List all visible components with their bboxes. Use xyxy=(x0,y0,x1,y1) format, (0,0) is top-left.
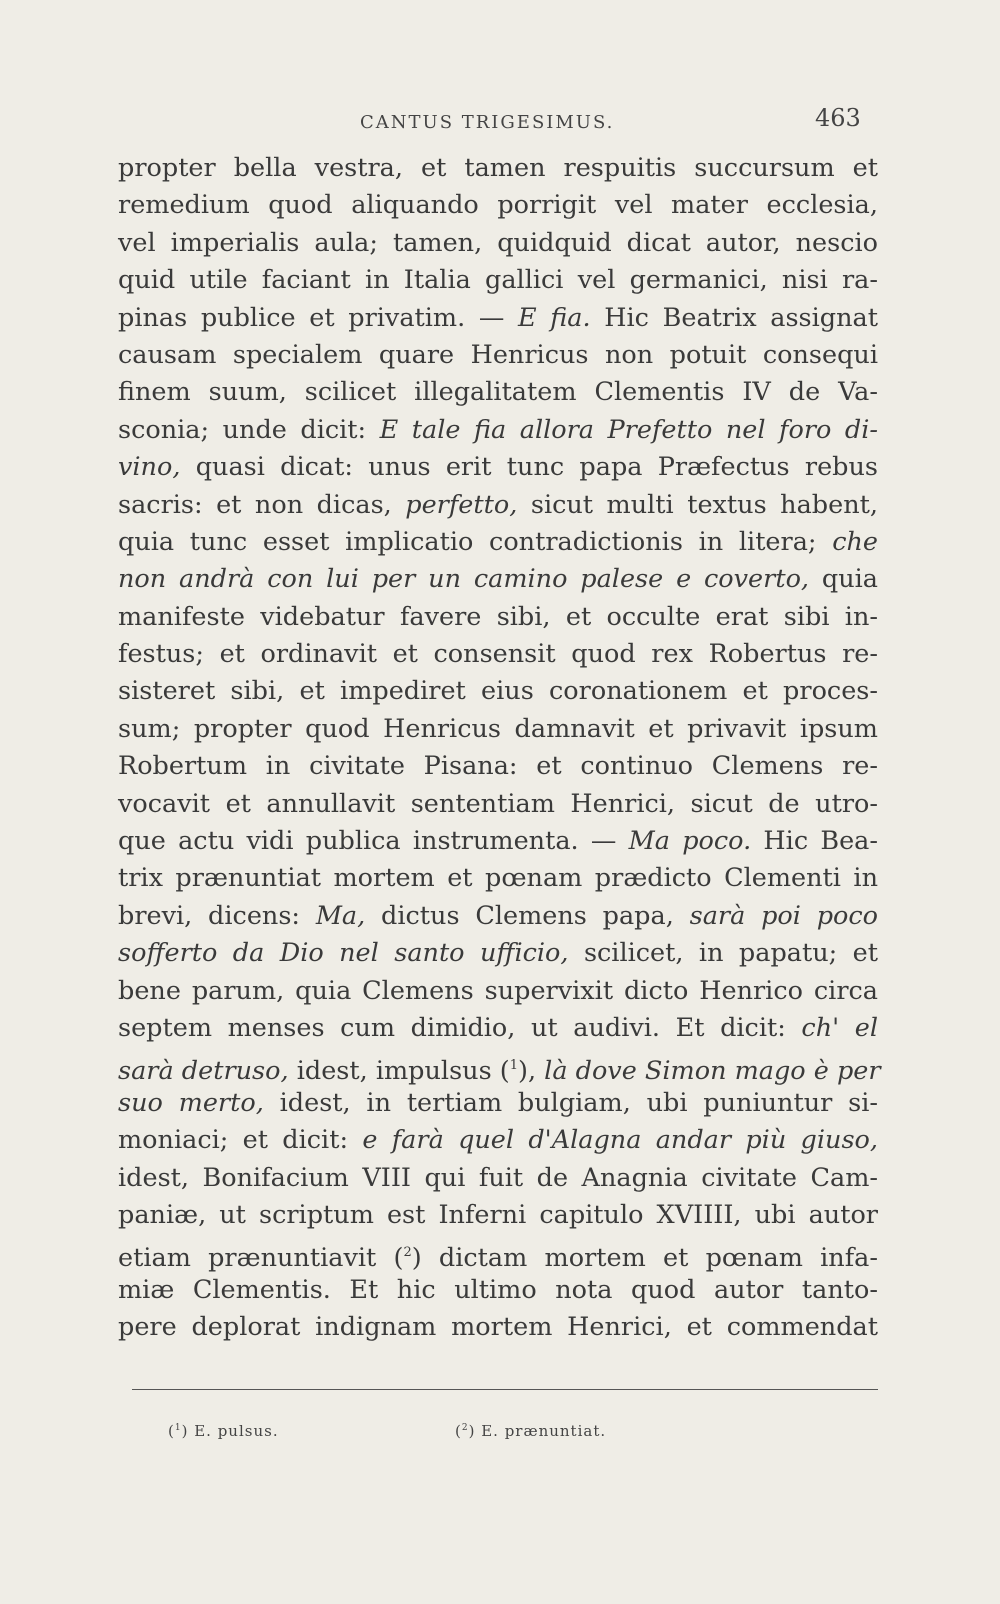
text-segment: manifeste videbatur favere sibi, et occulte erat sibi in- xyxy=(118,601,878,632)
text-segment: sacris: et non dicas, xyxy=(118,489,406,520)
text-line xyxy=(118,748,878,785)
text-segment: propter bella vestra, et tamen respuitis succursum et xyxy=(118,153,878,183)
text-segment: quid utile faciant in Italia gallici vel germanici, nisi ra- xyxy=(118,265,878,296)
footnote-2-text: E. prænuntiat. xyxy=(481,1422,607,1440)
text-line xyxy=(118,449,878,486)
text-segment: quia xyxy=(809,564,878,595)
text-line xyxy=(118,1010,878,1047)
text-segment: Robertum in civitate Pisana: et continuo Clemens re- xyxy=(118,751,878,782)
text-line xyxy=(118,1047,881,1087)
text-line xyxy=(118,898,878,935)
text-line xyxy=(118,225,878,262)
text-line xyxy=(118,487,878,524)
text-line xyxy=(118,412,878,449)
italic-quotation: Ma poco. xyxy=(628,826,752,857)
text-line xyxy=(118,300,878,337)
italic-quotation: che xyxy=(832,526,878,557)
italic-quotation: Ma, xyxy=(315,900,366,931)
text-segment: idest, Bonifacium VIII qui fuit de Anagnia civitate Cam- xyxy=(118,1162,878,1193)
text-line xyxy=(118,823,878,860)
text-segment: ) dictam mortem et pœnam infa- xyxy=(411,1243,878,1274)
text-segment: pinas publice et privatim. — xyxy=(118,302,519,333)
text-segment: idest, in tertiam bulgiam, ubi puniuntur si- xyxy=(263,1087,878,1118)
footnote-2: ($^2$) E. prænuntiat. xyxy=(455,1422,607,1440)
text-segment: quasi dicat: unus erit tunc papa Præfectus rebus xyxy=(180,452,878,483)
text-line xyxy=(118,973,878,1010)
text-segment: remedium quod aliquando porrigit vel mater ecclesia, xyxy=(118,190,878,221)
text-segment: ), xyxy=(518,1056,545,1087)
footnote-reference: 2 xyxy=(403,1245,412,1261)
text-line xyxy=(118,1309,878,1346)
text-segment: dictus Clemens papa, xyxy=(365,900,690,931)
text-segment: Hic Bea- xyxy=(751,826,879,857)
italic-quotation: sarà detruso, xyxy=(118,1056,289,1087)
text-line xyxy=(118,1122,878,1159)
italic-quotation: sarà poi poco xyxy=(689,900,879,931)
text-line xyxy=(118,1085,878,1122)
italic-quotation: suo merto, xyxy=(118,1087,264,1118)
text-segment: bene parum, quia Clemens supervixit dicto Henrico circa xyxy=(118,975,878,1006)
text-segment: causam specialem quare Henricus non potuit consequi xyxy=(118,339,878,370)
text-segment: etiam prænuntiavit ( xyxy=(118,1243,404,1274)
italic-quotation: perfetto, xyxy=(405,489,518,520)
text-line xyxy=(118,786,878,823)
text-segment: trix prænuntiat mortem et pœnam prædicto Clementi in xyxy=(118,863,878,894)
text-line xyxy=(118,711,878,748)
text-segment: sisteret sibi, et impediret eius coronationem et proces- xyxy=(118,676,878,707)
text-line xyxy=(118,1197,878,1234)
footnote-divider xyxy=(132,1389,878,1390)
page-number: 463 xyxy=(815,104,861,132)
text-line xyxy=(118,935,878,972)
italic-quotation: E fia. xyxy=(518,302,591,333)
text-segment: paniæ, ut scriptum est Inferni capitulo XVIIII, ubi autor xyxy=(118,1199,878,1230)
text-segment: que actu vidi publica instrumenta. — xyxy=(118,826,629,857)
text-line xyxy=(118,599,878,636)
italic-quotation: ch' el xyxy=(801,1012,878,1043)
italic-quotation: e farà quel d'Alagna andar più giuso, xyxy=(362,1125,878,1156)
text-line xyxy=(118,1160,878,1197)
text-line xyxy=(118,524,878,561)
text-segment: miæ Clementis. Et hic ultimo nota quod autor tanto- xyxy=(118,1274,878,1305)
text-segment: sconia; unde dicit: xyxy=(118,414,380,445)
italic-quotation: sofferto da Dio nel santo ufficio, xyxy=(118,938,569,969)
text-segment: vocavit et annullavit sententiam Henrici, sicut de utro- xyxy=(118,788,878,819)
text-segment: sum; propter quod Henricus damnavit et privavit ipsum xyxy=(118,713,878,744)
footnote-reference: 1 xyxy=(509,1058,518,1074)
text-line xyxy=(118,673,878,710)
footnote-1: ($^1$) E. pulsus. xyxy=(168,1422,279,1440)
text-segment: scilicet, in papatu; et xyxy=(568,938,879,969)
text-segment: idest, impulsus ( xyxy=(288,1056,510,1087)
text-line xyxy=(118,337,878,374)
footnote-1-text: E. pulsus. xyxy=(194,1422,279,1440)
text-line xyxy=(118,1234,878,1274)
text-line xyxy=(118,262,878,299)
text-line xyxy=(118,187,878,224)
text-segment: festus; et ordinavit et consensit quod rex Robertus re- xyxy=(118,639,878,670)
text-line xyxy=(118,374,878,411)
text-line xyxy=(118,1272,878,1309)
running-head: CANTUS TRIGESIMUS. xyxy=(360,112,615,133)
italic-quotation: E tale fia allora Prefetto nel foro di- xyxy=(379,414,878,445)
footnote-2-mark: 2 xyxy=(461,1423,469,1433)
italic-quotation: non andrà con lui per un camino palese e coverto, xyxy=(118,564,810,595)
text-segment: pere deplorat indignam mortem Henrici, et commendat xyxy=(118,1312,878,1343)
italic-quotation: là dove Simon mago è per xyxy=(544,1056,881,1087)
text-segment: brevi, dicens: xyxy=(118,900,316,931)
text-segment: Hic Beatrix assignat xyxy=(590,302,878,333)
text-segment: vel imperialis aula; tamen, quidquid dicat autor, nescio xyxy=(118,227,878,258)
text-line xyxy=(118,636,878,673)
text-segment: sicut multi textus habent, xyxy=(517,489,878,520)
italic-quotation: vino, xyxy=(118,452,181,483)
footnote-1-mark: 1 xyxy=(174,1423,182,1433)
text-line xyxy=(118,561,878,598)
body-text xyxy=(118,150,881,1347)
text-segment: moniaci; et dicit: xyxy=(118,1125,363,1156)
text-segment: septem menses cum dimidio, ut audivi. Et dicit: xyxy=(118,1012,802,1043)
text-segment: finem suum, scilicet illegalitatem Clementis IV de Va- xyxy=(118,377,878,408)
text-line xyxy=(118,860,878,897)
text-segment: quia tunc esset implicatio contradictionis in litera; xyxy=(118,526,833,557)
text-line xyxy=(118,150,878,187)
